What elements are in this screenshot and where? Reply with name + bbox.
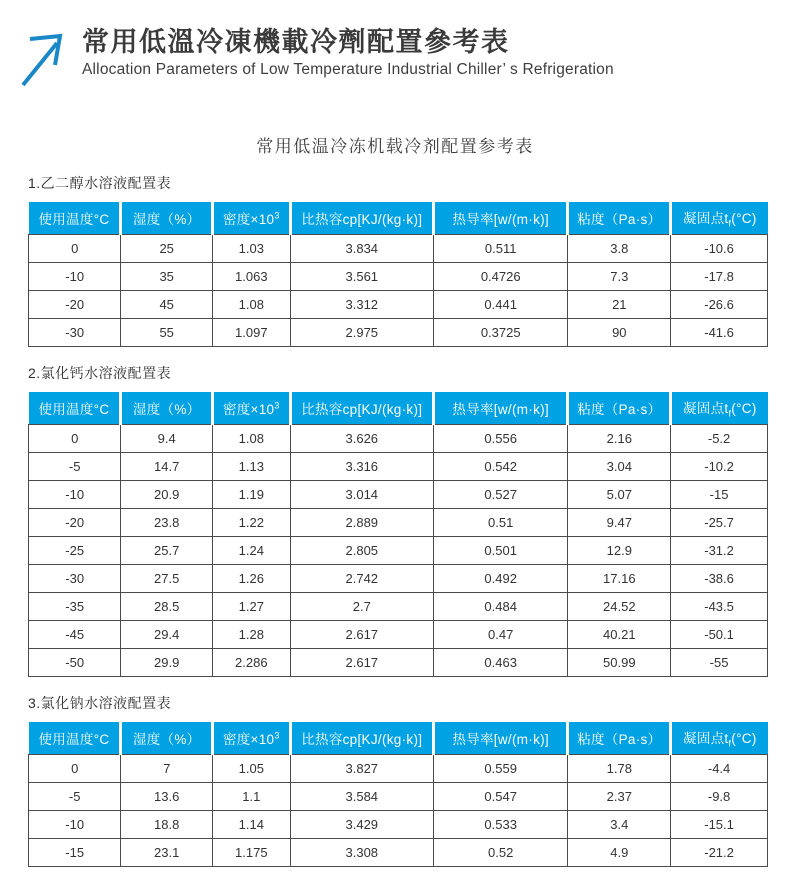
table-cell: 2.16 (568, 425, 671, 453)
table-cell: 0 (29, 755, 121, 783)
table-cell: 23.8 (121, 509, 213, 537)
table-cell: 0.4726 (433, 263, 567, 291)
table-cell: 18.8 (121, 811, 213, 839)
table-cell: 2.889 (290, 509, 433, 537)
column-header: 湿度（%） (121, 202, 213, 235)
table-cell: -31.2 (671, 537, 768, 565)
table-row (29, 235, 768, 263)
table-cell: 24.52 (568, 593, 671, 621)
table-cell: 3.014 (290, 481, 433, 509)
table-cell: 3.312 (290, 291, 433, 319)
section-label-3: 3.氯化钠水溶液配置表 (28, 695, 172, 711)
table-cell: -35 (29, 593, 121, 621)
brand-text (82, 27, 614, 79)
table-row (29, 649, 768, 677)
table-cell: 3.827 (290, 755, 433, 783)
table-cell: -5.2 (671, 425, 768, 453)
table-row (29, 425, 768, 453)
table-cell: 1.1 (213, 783, 291, 811)
table-cell: 1.08 (213, 425, 291, 453)
table-cell: 55 (121, 319, 213, 347)
table-cell: 2.7 (290, 593, 433, 621)
table-cell: -10 (29, 263, 121, 291)
column-header: 密度$\times 10^3$ (213, 202, 291, 235)
column-header: 粘度（Pa·s） (568, 722, 671, 755)
table-cell: -30 (29, 319, 121, 347)
header-row (29, 722, 768, 755)
table-cell: 17.16 (568, 565, 671, 593)
column-header: 热导率[w/(m·k)] (433, 202, 567, 235)
table-cell: 1.14 (213, 811, 291, 839)
table-cell: 3.561 (290, 263, 433, 291)
table-row (29, 509, 768, 537)
column-header: 凝固点$t_f(^\circ C)$ (671, 202, 768, 235)
table-cell: 0.527 (433, 481, 567, 509)
table-cell: 1.78 (568, 755, 671, 783)
table-row (29, 839, 768, 867)
table-cell: -25 (29, 537, 121, 565)
table-cell: 3.308 (290, 839, 433, 867)
table-cell: 3.04 (568, 453, 671, 481)
column-header: 使用温度°C (29, 392, 121, 425)
table-cell: 1.24 (213, 537, 291, 565)
table-cell: 2.617 (290, 621, 433, 649)
column-header: 密度$\times 10^3$ (213, 392, 291, 425)
table-cell: -41.6 (671, 319, 768, 347)
table-cell: 1.08 (213, 291, 291, 319)
table-cell: 1.097 (213, 319, 291, 347)
column-header: 热导率[w/(m·k)] (433, 392, 567, 425)
data-table-2 (28, 392, 768, 677)
table-row (29, 811, 768, 839)
table-cell: -10.6 (671, 235, 768, 263)
table-cell: -50 (29, 649, 121, 677)
column-header: 凝固点$t_f(^\circ C)$ (671, 392, 768, 425)
table-cell: 3.584 (290, 783, 433, 811)
column-header: 热导率[w/(m·k)] (433, 722, 567, 755)
table-cell: 50.99 (568, 649, 671, 677)
table-cell: -45 (29, 621, 121, 649)
table-cell: 1.175 (213, 839, 291, 867)
table-cell: -10.2 (671, 453, 768, 481)
table-cell: 2.742 (290, 565, 433, 593)
table-cell: 0.484 (433, 593, 567, 621)
table-cell: 1.19 (213, 481, 291, 509)
column-header: 湿度（%） (121, 392, 213, 425)
table-cell: 13.6 (121, 783, 213, 811)
table-cell: 3.4 (568, 811, 671, 839)
table-cell: 0.501 (433, 537, 567, 565)
table-cell: -15.1 (671, 811, 768, 839)
table-cell: 20.9 (121, 481, 213, 509)
column-header: 粘度（Pa·s） (568, 202, 671, 235)
table-cell: 0.463 (433, 649, 567, 677)
table-cell: 21 (568, 291, 671, 319)
table-row (29, 263, 768, 291)
table-cell: 7.3 (568, 263, 671, 291)
table-cell: -25.7 (671, 509, 768, 537)
table-cell: 3.626 (290, 425, 433, 453)
table-cell: 0.441 (433, 291, 567, 319)
data-table-3 (28, 722, 768, 867)
table-cell: 1.063 (213, 263, 291, 291)
column-header: 湿度（%） (121, 722, 213, 755)
document-title: 常用低温冷冻机载冷剂配置参考表 (256, 137, 534, 156)
table-cell: 0 (29, 425, 121, 453)
table-cell: 27.5 (121, 565, 213, 593)
table-cell: 1.05 (213, 755, 291, 783)
arrow-up-right-icon (18, 29, 66, 87)
table-cell: 4.9 (568, 839, 671, 867)
tables-container (0, 173, 790, 867)
table-row (29, 783, 768, 811)
table-cell: 2.805 (290, 537, 433, 565)
table-cell: 1.27 (213, 593, 291, 621)
table-cell: -15 (671, 481, 768, 509)
table-cell: 1.28 (213, 621, 291, 649)
table-row (29, 755, 768, 783)
header-row (29, 392, 768, 425)
table-cell: -20 (29, 509, 121, 537)
table-cell: 1.03 (213, 235, 291, 263)
table-cell: 1.26 (213, 565, 291, 593)
table-cell: -10 (29, 811, 121, 839)
table-cell: -43.5 (671, 593, 768, 621)
table-cell: 29.9 (121, 649, 213, 677)
column-header: 比热容cp[KJ/(kg·k)] (290, 392, 433, 425)
table-cell: 5.07 (568, 481, 671, 509)
section-label-2: 2.氯化钙水溶液配置表 (28, 365, 172, 381)
table-row (29, 291, 768, 319)
table-cell: 3.834 (290, 235, 433, 263)
table-cell: 25.7 (121, 537, 213, 565)
table-cell: -38.6 (671, 565, 768, 593)
table-row (29, 481, 768, 509)
column-header: 凝固点$t_f(^\circ C)$ (671, 722, 768, 755)
table-cell: 0.47 (433, 621, 567, 649)
table-cell: 0.542 (433, 453, 567, 481)
table-cell: 90 (568, 319, 671, 347)
table-cell: 0.492 (433, 565, 567, 593)
table-cell: -50.1 (671, 621, 768, 649)
table-row (29, 621, 768, 649)
data-table-1 (28, 202, 768, 347)
brand-subtitle: Allocation Parameters of Low Temperature Industrial Chiller’ s Refrigeration (82, 61, 614, 79)
table-cell: 1.22 (213, 509, 291, 537)
table-cell: 12.9 (568, 537, 671, 565)
column-header: 比热容cp[KJ/(kg·k)] (290, 202, 433, 235)
table-cell: 40.21 (568, 621, 671, 649)
table-cell: 2.37 (568, 783, 671, 811)
column-header: 使用温度°C (29, 202, 121, 235)
table-cell: -9.8 (671, 783, 768, 811)
table-cell: 0.51 (433, 509, 567, 537)
table-cell: 3.316 (290, 453, 433, 481)
table-cell: -5 (29, 453, 121, 481)
table-cell: -15 (29, 839, 121, 867)
table-cell: -30 (29, 565, 121, 593)
table-cell: -4.4 (671, 755, 768, 783)
table-cell: -5 (29, 783, 121, 811)
column-header: 密度$\times 10^3$ (213, 722, 291, 755)
table-cell: 0.533 (433, 811, 567, 839)
brand-title: 常用低溫冷凍機載冷劑配置參考表 (82, 27, 510, 57)
table-cell: 7 (121, 755, 213, 783)
column-header: 粘度（Pa·s） (568, 392, 671, 425)
column-header: 比热容cp[KJ/(kg·k)] (290, 722, 433, 755)
table-cell: -17.8 (671, 263, 768, 291)
table-cell: 0.3725 (433, 319, 567, 347)
table-cell: -10 (29, 481, 121, 509)
table-cell: 0.547 (433, 783, 567, 811)
table-cell: 1.13 (213, 453, 291, 481)
brand-header (0, 0, 790, 87)
table-cell: 0.511 (433, 235, 567, 263)
table-row (29, 453, 768, 481)
table-cell: 0.556 (433, 425, 567, 453)
table-cell: 28.5 (121, 593, 213, 621)
column-header: 使用温度°C (29, 722, 121, 755)
table-row (29, 537, 768, 565)
table-cell: 0 (29, 235, 121, 263)
table-cell: 0.559 (433, 755, 567, 783)
table-cell: 45 (121, 291, 213, 319)
table-cell: 25 (121, 235, 213, 263)
table-cell: 9.47 (568, 509, 671, 537)
table-cell: -26.6 (671, 291, 768, 319)
table-cell: 35 (121, 263, 213, 291)
table-row (29, 565, 768, 593)
table-cell: 2.286 (213, 649, 291, 677)
table-cell: 23.1 (121, 839, 213, 867)
table-cell: 0.52 (433, 839, 567, 867)
table-cell: 3.429 (290, 811, 433, 839)
section-label-1: 1.乙二醇水溶液配置表 (28, 175, 172, 191)
table-cell: 3.8 (568, 235, 671, 263)
table-row (29, 593, 768, 621)
table-row (29, 319, 768, 347)
table-cell: 2.617 (290, 649, 433, 677)
table-cell: -21.2 (671, 839, 768, 867)
table-cell: -20 (29, 291, 121, 319)
table-cell: 2.975 (290, 319, 433, 347)
table-cell: 29.4 (121, 621, 213, 649)
header-row (29, 202, 768, 235)
table-cell: 9.4 (121, 425, 213, 453)
table-cell: -55 (671, 649, 768, 677)
table-cell: 14.7 (121, 453, 213, 481)
